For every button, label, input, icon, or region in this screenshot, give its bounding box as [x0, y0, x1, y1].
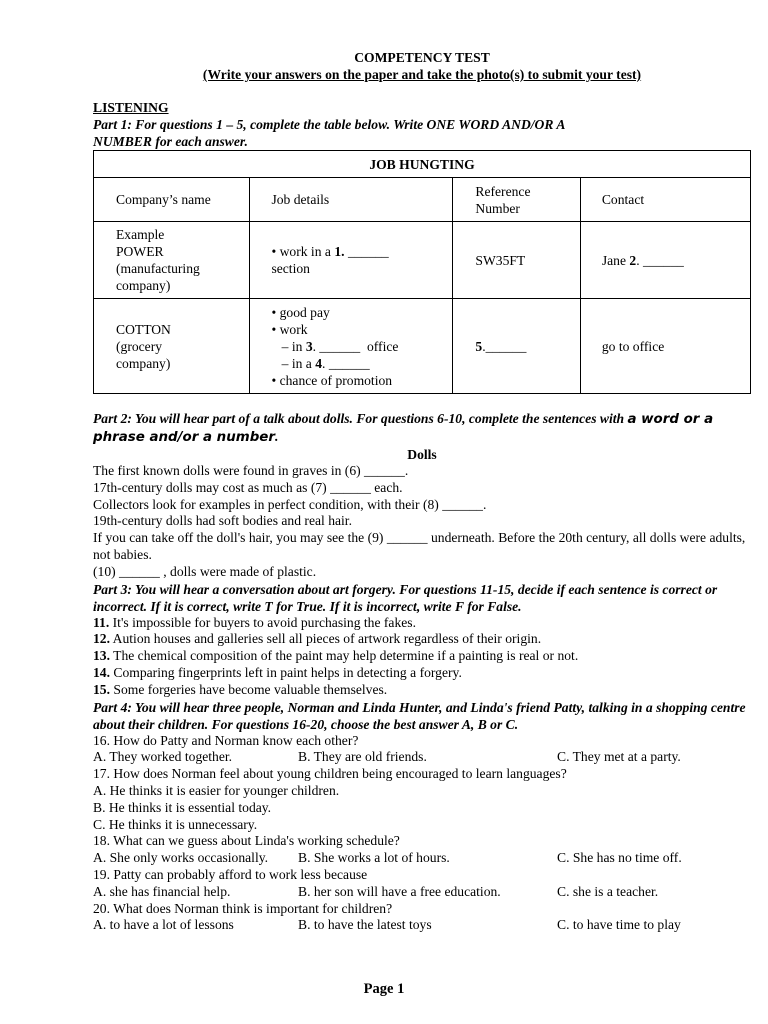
part2-title: Dolls — [407, 447, 437, 462]
part2-instruction: Part 2: You will hear part of a talk about dolls. For questions 6-10, complete the sentences with a word or a phrase and/or a number. — [93, 411, 714, 445]
question-20: 20. What does Norman think is important for children? — [93, 900, 393, 916]
part3-item: 12. Aution houses and galleries sell all pieces of artwork regardless of their origin. — [93, 631, 542, 647]
option-17b: B. He thinks it is essential today. — [93, 799, 272, 815]
options-20: A. to have a lot of lessons B. to have the latest toys C. to have time to play — [93, 917, 681, 933]
table-header-row — [94, 178, 751, 222]
part2-line: 17th-century dolls may cost as much as (7) ______ each. — [93, 479, 403, 495]
part2-line: The first known dolls were found in graves in (6) ______. — [93, 463, 409, 478]
job-hunting-table — [93, 150, 751, 394]
cell-contact-1: Jane 2. ______ — [580, 222, 750, 299]
part3-item: 13. The chemical composition of the paint may help determine if a painting is real or not. — [93, 648, 579, 664]
table-row — [94, 299, 751, 394]
header-company-name: Company’s name — [94, 178, 250, 222]
options-19: A. she has financial help. B. her son will have a free education. C. she is a teacher. — [93, 883, 659, 899]
cell-company-cotton: COTTON (grocery company) — [94, 299, 250, 394]
part3-item: 15. Some forgeries have become valuable themselves. — [93, 681, 388, 697]
part3-item: 14. Comparing fingerprints left in paint helps in detecting a forgery. — [93, 664, 462, 680]
part2-line: 19th-century dolls had soft bodies and real hair. — [93, 513, 352, 529]
page-subtitle: (Write your answers on the paper and take the photo(s) to submit your test) — [202, 67, 642, 82]
cell-reference-1: SW35FT — [453, 222, 580, 299]
cell-reference-2: 5.______ — [453, 299, 580, 394]
cell-job-details-1: • work in a 1. ______ section — [250, 222, 453, 299]
part4-instruction: Part 4: You will hear three people, Norman and Linda Hunter, and Linda's friend Patty, talking in a shopping centre about their children. For questions 16-20, choose the best answer A, B or C. — [93, 699, 746, 732]
header-job-details: Job details — [250, 178, 453, 222]
table-row — [94, 222, 751, 299]
question-18: 18. What can we guess about Linda's working schedule? — [93, 833, 400, 849]
page-title: COMPETENCY TEST — [354, 50, 490, 65]
question-19: 19. Patty can probably afford to work less because — [93, 866, 368, 882]
part1-instruction: Part 1: For questions 1 – 5, complete the table below. Write ONE WORD AND/OR A NUMBER for each answer. — [93, 117, 566, 149]
options-16: A. They worked together. B. They are old friends. C. They met at a party. — [93, 749, 681, 765]
cell-job-details-2: • good pay • work – in 3. ______ office – in a 4. ______ • chance of promotion — [250, 299, 453, 394]
header-contact: Contact — [580, 178, 750, 222]
part2-line: (10) ______ , dolls were made of plastic. — [93, 563, 317, 579]
question-16: 16. How do Patty and Norman know each other? — [93, 732, 359, 748]
question-17: 17. How does Norman feel about young children being encouraged to learn languages? — [93, 766, 567, 782]
header-reference-number: Reference Number — [453, 178, 580, 222]
part3-instruction: Part 3: You will hear a conversation about art forgery. For questions 11-15, decide if each sentence is correct or incorrect. If it is correct, write T for True. If it is incorrect, write F for False. — [93, 581, 718, 614]
part3-item: 11. It's impossible for buyers to avoid purchasing the fakes. — [93, 614, 416, 630]
cell-contact-2: go to office — [580, 299, 750, 394]
document-page — [93, 49, 751, 934]
page-number: Page 1 — [363, 981, 405, 997]
part2-line: If you can take off the doll's hair, you may see the (9) ______ underneath. Before the 20th century, all dolls were adults, not babies. — [93, 530, 746, 562]
option-17a: A. He thinks it is easier for younger children. — [93, 782, 340, 798]
cell-company-power: Example POWER (manufacturing company) — [94, 222, 250, 299]
options-18: A. She only works occasionally. B. She works a lot of hours. C. She has no time off. — [93, 850, 682, 866]
part2-line: Collectors look for examples in perfect condition, with their (8) ______. — [93, 496, 487, 512]
section-heading-listening: LISTENING — [93, 100, 169, 115]
option-17c: C. He thinks it is unnecessary. — [93, 816, 258, 832]
table-title: JOB HUNGTING — [94, 151, 751, 178]
